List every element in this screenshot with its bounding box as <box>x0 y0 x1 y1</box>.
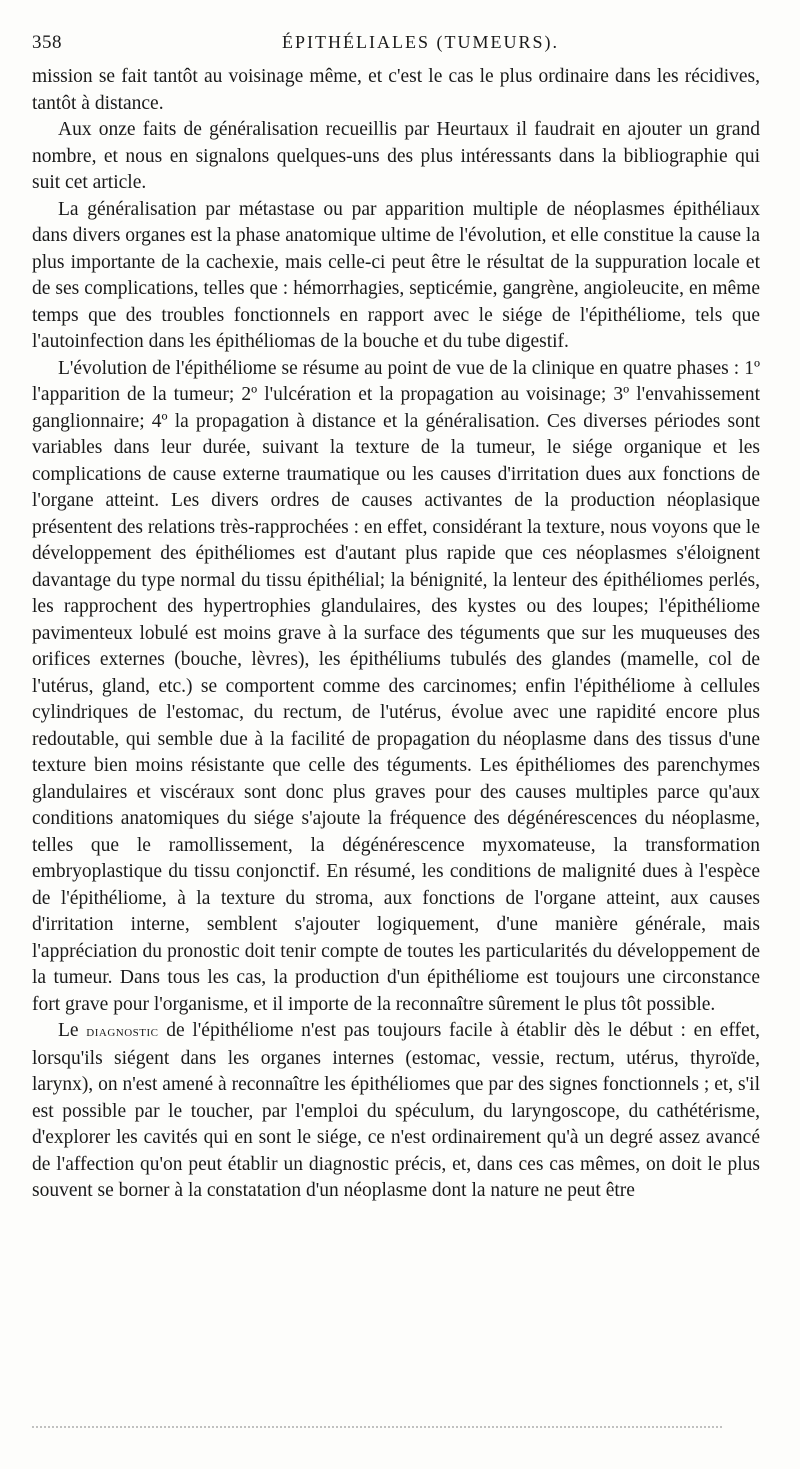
running-head <box>32 32 772 56</box>
running-title: ÉPITHÉLIALES (TUMEURS). <box>282 32 559 52</box>
paragraph-continuation: mission se fait tantôt au voisinage même, et c'est le cas le plus ordinaire dans les récidives, tantôt à distance. <box>32 66 760 114</box>
diagnostic-text: de l'épithéliome n'est pas toujours facile à établir dès le début : en effet, lorsqu'ils siégent dans les organes internes (estomac, vessie, rectum, utérus, thyroïde, larynx), on n'est amené à reconnaître les épithéliomes que par des signes fonctionnels ; et, s'il est possible par le toucher, par l'emploi du spéculum, du laryngoscope, du cathétérisme, d'explorer les cavités qui en sont le siége, ce n'est ordinairement qu'à un degré assez avancé de l'affection qu'on peut établir un diagnostic précis, et, dans ces cas mêmes, on doit le plus souvent se borner à la constatation d'un néoplasme dont la nature ne peut être <box>32 1020 760 1201</box>
paragraph-diagnostic <box>32 1018 760 1205</box>
paragraph-generalisation-cases: Aux onze faits de généralisation recueillis par Heurtaux il faudrait en ajouter un grand nombre, et nous en signalons quelques-uns des plus intéressants dans la bibliographie qui suit cet article. <box>32 119 760 193</box>
diagnostic-term: diagnostic <box>86 1023 159 1040</box>
paragraph-evolution: L'évolution de l'épithéliome se résume au point de vue de la clinique en quatre phases : 1º l'apparition de la tumeur; 2º l'ulcération et la propagation au voisinage; 3º l'envahissement ganglionnaire; 4º la propagation à distance et la généralisation. Ces diverses périodes sont variables dans leur durée, suivant la texture de la tumeur, le siége organique et les complications de cause externe traumatique ou les causes d'irritation dues aux fonctions de l'organe atteint. Les divers ordres de causes activantes de la production néoplasique présentent des relations très-rapprochées : en effet, considérant la texture, nous voyons que le développement des épithéliomes est d'autant plus rapide que ces néoplasmes s'éloignent davantage du type normal du tissu épithélial; la bénignité, la lenteur des épithéliomes perlés, les rapprochent des hypertrophies glandulaires, des kystes ou des loupes; l'épithéliome pavimenteux lobulé est moins grave à la surface des téguments que sur les muqueuses des orifices externes (bouche, lèvres), les épithéliums tubulés des glandes (mamelle, col de l'utérus, gland, etc.) se comportent comme des carcinomes; enfin l'épithéliome à cellules cylindriques de l'estomac, du rectum, de l'utérus, évolue avec une rapidité encore plus redoutable, qui semble due à la facilité de propagation du néoplasme dans des tissus d'une texture bien moins résistante que celle des téguments. Les épithéliomes des parenchymes glandulaires et viscéraux sont donc plus graves pour des causes multiples parce qu'aux conditions anatomiques du siége s'ajoute la fréquence des dégénérescences du néoplasme, telles que le ramollissement, la dégénérescence myxomateuse, la transformation embryoplastique du tissu conjonctif. En résumé, les conditions de malignité dues à l'espèce de l'épithéliome, à la texture du stroma, aux fonctions de l'organe atteint, aux causes d'irritation interne, semblent s'ajouter logiquement, d'une manière générale, mais l'appréciation du pronostic doit tenir compte de toutes les particularités du développement de la tumeur. Dans tous les cas, la production d'un épithéliome est toujours une circonstance fort grave pour l'organisme, et il importe de la reconnaître sûrement le plus tôt possible. <box>32 357 760 1015</box>
footer-rule <box>32 1426 722 1428</box>
body-text <box>32 64 760 1205</box>
page-number: 358 <box>32 32 62 53</box>
paragraph-metastasis: La généralisation par métastase ou par apparition multiple de néoplasmes épithéliaux dans divers organes est la phase anatomique ultime de l'évolution, et elle constitue la cause la plus importante de la cachexie, mais celle-ci peut être le résultat de la suppuration locale et de ses complications, telles que : hémorrhagies, septicémie, gangrène, angioleucite, en même temps que des troubles fonctionnels en rapport avec le siége de l'épithéliome, tels que l'autoinfection dans les épithéliomas de la bouche et du tube digestif. <box>32 198 760 352</box>
diagnostic-lead: Le <box>58 1020 87 1041</box>
